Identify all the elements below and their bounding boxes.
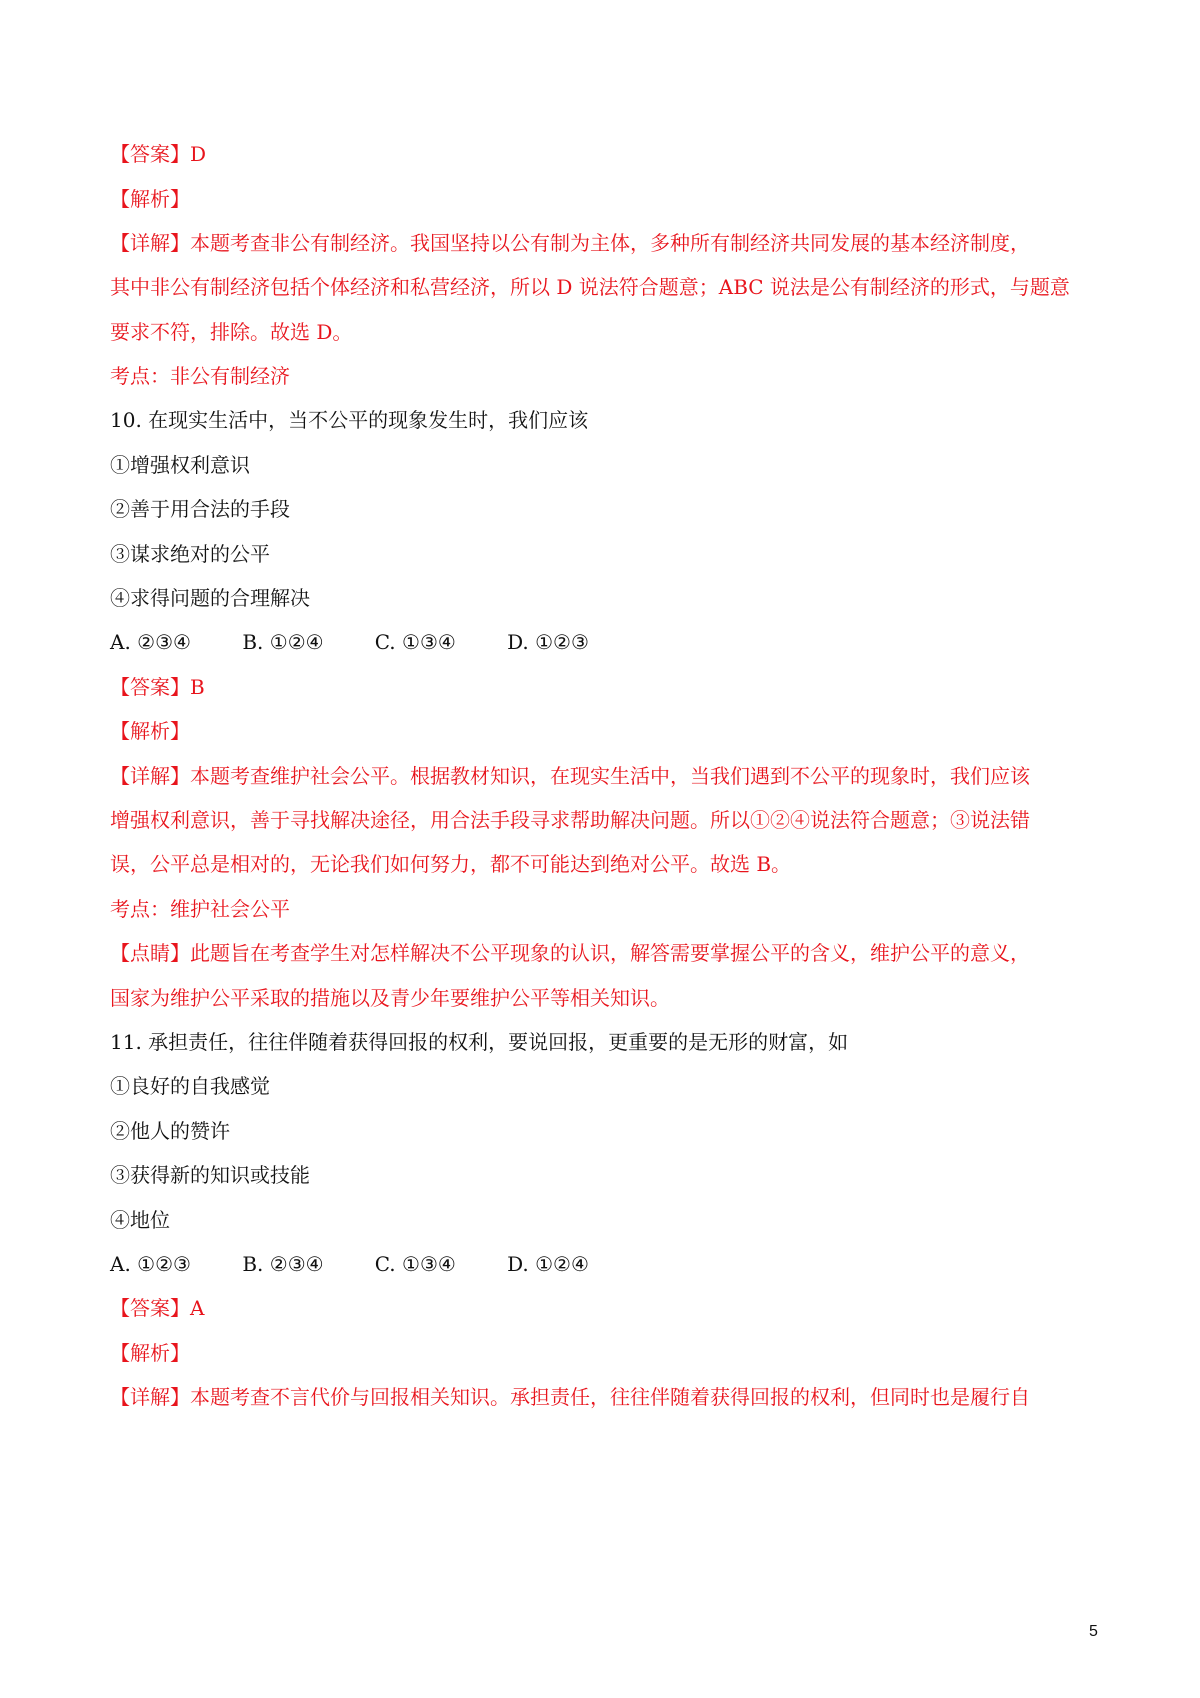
- q11-detail-line: 【详解】本题考查不言代价与回报相关知识。承担责任，往往伴随着获得回报的权利，但同时也是履行自: [110, 1385, 1030, 1409]
- page-number: 5: [1089, 1623, 1098, 1640]
- q11-option-d: D. ①②④: [507, 1252, 589, 1276]
- q11-item: ④地位: [110, 1208, 170, 1232]
- q10-detail-line: 【详解】本题考查维护社会公平。根据教材知识，在现实生活中，当我们遇到不公平的现象时，我们应该: [110, 764, 1030, 788]
- q10-item: ①增强权利意识: [110, 453, 250, 477]
- q11-item: ③获得新的知识或技能: [110, 1163, 310, 1187]
- q11-option-b: B. ②③④: [242, 1252, 324, 1276]
- q10-stem: 10. 在现实生活中，当不公平的现象发生时，我们应该: [110, 408, 589, 432]
- q11-item: ①良好的自我感觉: [110, 1074, 270, 1098]
- q9-answer: 【答案】D: [110, 142, 207, 166]
- q9-detail-line: 要求不符，排除。故选 D。: [110, 320, 353, 344]
- q10-comment-line: 国家为维护公平采取的措施以及青少年要维护公平等相关知识。: [110, 986, 670, 1010]
- q10-item: ④求得问题的合理解决: [110, 586, 310, 610]
- q10-detail-line: 误，公平总是相对的，无论我们如何努力，都不可能达到绝对公平。故选 B。: [110, 852, 792, 876]
- q10-item: ②善于用合法的手段: [110, 497, 290, 521]
- q11-item: ②他人的赞许: [110, 1119, 230, 1143]
- q10-point: 考点：维护社会公平: [110, 897, 290, 921]
- q9-detail-line: 【详解】本题考查非公有制经济。我国坚持以公有制为主体，多种所有制经济共同发展的基本经济制度，: [110, 231, 1030, 255]
- q10-item: ③谋求绝对的公平: [110, 542, 270, 566]
- q11-answer: 【答案】A: [110, 1296, 205, 1320]
- q10-option-d: D. ①②③: [507, 630, 589, 654]
- q10-detail-line: 增强权利意识，善于寻找解决途径，用合法手段寻求帮助解决问题。所以①②④说法符合题意；③说法错: [110, 808, 1030, 832]
- q11-stem: 11. 承担责任，往往伴随着获得回报的权利，要说回报，更重要的是无形的财富，如: [110, 1030, 849, 1054]
- q11-analysis-heading: 【解析】: [110, 1341, 190, 1365]
- q9-analysis-heading: 【解析】: [110, 187, 190, 211]
- q10-option-b: B. ①②④: [242, 630, 324, 654]
- q10-answer: 【答案】B: [110, 675, 205, 699]
- q10-option-a: A. ②③④: [110, 630, 191, 654]
- q10-comment-line: 【点睛】此题旨在考查学生对怎样解决不公平现象的认识，解答需要掌握公平的含义，维护公平的意义，: [110, 941, 1030, 965]
- q10-options: [110, 628, 1100, 656]
- q11-option-c: C. ①③④: [374, 1252, 456, 1276]
- q10-analysis-heading: 【解析】: [110, 719, 190, 743]
- q9-detail-line: 其中非公有制经济包括个体经济和私营经济，所以 D 说法符合题意；ABC 说法是公有制经济的形式，与题意: [110, 275, 1070, 299]
- q11-options: [110, 1250, 1100, 1278]
- q10-option-c: C. ①③④: [374, 630, 456, 654]
- q11-option-a: A. ①②③: [110, 1252, 191, 1276]
- q9-point: 考点：非公有制经济: [110, 364, 290, 388]
